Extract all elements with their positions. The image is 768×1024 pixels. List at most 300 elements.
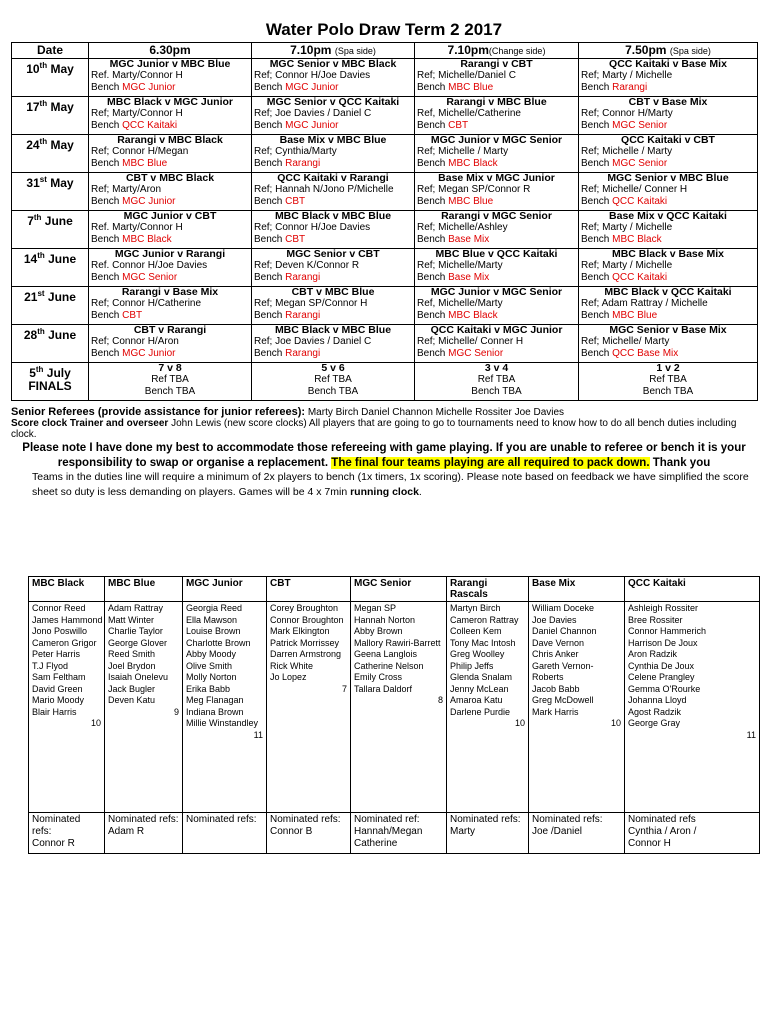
bench-line	[91, 82, 249, 93]
player-name: Matt Winter	[108, 614, 155, 625]
teams-header-row	[29, 577, 760, 602]
player-name: Louise Brown	[186, 626, 241, 636]
finals-game-cell	[579, 363, 758, 401]
player-name: David Green	[32, 683, 83, 694]
player-name: Darren Armstrong	[270, 649, 342, 659]
teams-table	[28, 576, 760, 854]
team-players-cell	[183, 602, 267, 813]
team-count: 7	[341, 683, 347, 694]
header-710-spa: 7.10pm (Spa side)	[252, 43, 415, 59]
player-name: Ella Mawson	[186, 614, 238, 625]
pack-down-highlight: The final four teams playing are all required to pack down.	[331, 457, 650, 469]
player-name: Greg Woolley	[450, 649, 505, 659]
referees: Ref, Michelle/Marty	[417, 298, 503, 310]
player-name: Gemma O'Rourke	[628, 683, 701, 694]
game-cell	[252, 211, 415, 249]
player-name: Jenny McLean	[450, 683, 509, 694]
team-players-cell	[105, 602, 183, 813]
bench-label: Bench	[254, 81, 283, 93]
bench-label: Bench	[254, 233, 283, 245]
date-cell	[12, 249, 89, 287]
bench-line	[581, 120, 755, 131]
bench-label: Bench	[417, 233, 446, 245]
game-cell	[415, 325, 579, 363]
referees: Ref; Michelle/ Conner H	[581, 184, 688, 196]
team-count: 11	[746, 729, 756, 740]
referees: Ref; Marty/Connor H	[91, 108, 183, 120]
date-suffix: th	[35, 365, 44, 374]
bench-team: Base Mix	[448, 233, 490, 245]
bench-line	[417, 234, 576, 245]
bench-line	[254, 272, 412, 283]
match: QCC Kaitaki v MGC Junior	[430, 324, 563, 336]
bench-team: MGC Junior	[122, 81, 176, 93]
player-name: Agost Radzik	[628, 706, 682, 717]
match: MBC Blue v QCC Kaitaki	[435, 248, 558, 260]
game-cell	[415, 59, 579, 97]
team-count: 10	[514, 718, 525, 728]
bench-label: Bench	[417, 157, 446, 169]
player-name: Jono Poswillo	[32, 626, 88, 636]
bench-label: Bench	[417, 347, 446, 359]
date-cell	[12, 211, 89, 249]
game-cell	[89, 97, 252, 135]
player-name: Aron Radzik	[628, 649, 678, 659]
date-cell	[12, 325, 89, 363]
date-day: 24	[26, 138, 40, 152]
game-cell	[579, 325, 758, 363]
match: MBC Black v QCC Kaitaki	[604, 286, 732, 298]
player-name: Erika Babb	[186, 683, 231, 694]
referees: Ref; Michelle/ Marty	[581, 336, 670, 348]
draw-table	[11, 42, 758, 401]
teams-players-row	[29, 602, 760, 813]
bench-team: Rarangi	[285, 347, 321, 359]
match: CBT v MBC Blue	[291, 286, 375, 298]
team-count: 10	[610, 718, 621, 728]
date-cell-finals	[12, 363, 89, 401]
player-name: Catherine Nelson	[354, 660, 424, 671]
bench-team: CBT	[448, 119, 469, 131]
nominated-refs: Nominated refs:	[183, 813, 267, 854]
game-cell	[415, 173, 579, 211]
draw-row	[12, 173, 758, 211]
player-name: Peter Harris	[32, 649, 81, 659]
date-suffix: st	[37, 289, 45, 298]
bench-team: MGC Senior	[448, 347, 504, 359]
senior-referees-line: Senior Referees (provide assistance for junior referees): Marty Birch Daniel Channon Michelle Rossiter Joe Davies	[11, 406, 565, 418]
game-cell	[579, 211, 758, 249]
player-name: Cameron Grigor	[32, 637, 97, 648]
game-cell	[252, 325, 415, 363]
referees: Ref; Connor H/Marty	[581, 108, 673, 120]
bench-team: MGC Junior	[122, 195, 176, 207]
player-name: Roberts	[532, 672, 564, 682]
game-cell	[415, 249, 579, 287]
bench-line	[417, 310, 576, 321]
bench-team: MGC Senior	[122, 271, 178, 283]
bench-line	[581, 196, 755, 207]
bench-label: Bench	[254, 309, 283, 321]
match: Rarangi v Base Mix	[121, 286, 219, 298]
bench-line	[254, 82, 412, 93]
date-month: May	[50, 100, 74, 114]
game-cell	[579, 287, 758, 325]
bench-team: MBC Blue	[448, 195, 494, 207]
bench-team: CBT	[122, 309, 143, 321]
finals-bench: Bench TBA	[307, 385, 359, 397]
match: QCC Kaitaki v Rarangi	[277, 172, 389, 184]
header-710-change: 7.10pm(Change side)	[415, 43, 579, 59]
referees: Ref; Megan SP/Connor R	[417, 184, 531, 196]
referees: Ref; Marty/Aron	[91, 184, 162, 196]
player-name: Jo Lopez	[270, 672, 307, 682]
match: MGC Junior v MGC Senior	[430, 286, 563, 298]
game-cell	[89, 325, 252, 363]
referees: Ref; Connor H/Catherine	[91, 298, 202, 310]
game-cell	[89, 173, 252, 211]
bench-line	[254, 196, 412, 207]
bench-line	[581, 310, 755, 321]
player-name: William Doceke	[532, 603, 595, 613]
referees: Ref; Deven K/Connor R	[254, 260, 360, 272]
bench-line	[254, 120, 412, 131]
player-list	[450, 603, 525, 718]
bench-label: Bench	[581, 157, 610, 169]
bench-label: Bench	[417, 309, 446, 321]
draw-row	[12, 249, 758, 287]
referees: Ref; Connor H/Aron	[91, 336, 179, 348]
referees: Ref; Joe Davies / Daniel C	[254, 336, 372, 348]
player-name: Greg McDowell	[532, 695, 594, 705]
bench-line	[91, 348, 249, 359]
bench-line	[254, 234, 412, 245]
bench-label: Bench	[254, 347, 283, 359]
date-month: May	[50, 176, 74, 190]
referees: Ref; Michelle / Marty	[581, 146, 673, 158]
team-name: CBT	[267, 577, 351, 602]
player-name: Ashleigh Rossiter	[628, 603, 699, 613]
bench-team: Rarangi	[285, 309, 321, 321]
bench-team: Rarangi	[285, 271, 321, 283]
player-name: Martyn Birch	[450, 603, 501, 613]
finals-label: FINALS	[28, 379, 72, 393]
bench-team: MGC Senior	[612, 157, 668, 169]
player-name: Charlie Taylor	[108, 626, 163, 636]
bench-line	[417, 196, 576, 207]
bench-label: Bench	[91, 233, 120, 245]
date-cell	[12, 287, 89, 325]
game-cell	[252, 135, 415, 173]
score-clock-line: Score clock Trainer and overseer John Lewis (new score clocks) All players that are going to go to tournaments need to know how to do all bench duties including clock.	[11, 418, 737, 440]
team-name: QCC Kaitaki	[625, 577, 760, 602]
date-suffix: th	[37, 327, 45, 336]
player-list	[532, 603, 621, 718]
teams-refs-row	[29, 813, 760, 854]
bench-label: Bench	[254, 119, 283, 131]
player-name: Reed Smith	[108, 649, 156, 659]
header-date: Date	[12, 43, 89, 59]
game-cell	[579, 135, 758, 173]
team-players-cell	[267, 602, 351, 813]
match: Rarangi v MBC Blue	[446, 96, 547, 108]
referees: Ref; Joe Davies / Daniel C	[254, 108, 372, 120]
bench-label: Bench	[254, 157, 283, 169]
draw-header-row	[12, 43, 758, 59]
draw-row	[12, 97, 758, 135]
finals-bench: Bench TBA	[471, 385, 522, 397]
match: MGC Senior v Base Mix	[609, 324, 727, 336]
date-suffix: th	[37, 251, 45, 260]
bench-label: Bench	[581, 195, 610, 207]
bench-team: MBC Blue	[122, 157, 168, 169]
bench-label: Bench	[581, 309, 610, 321]
game-cell	[89, 59, 252, 97]
match: MGC Senior v MBC Black	[269, 58, 397, 70]
finals-ref: Ref TBA	[314, 374, 352, 386]
bench-label: Bench	[91, 157, 120, 169]
match: MGC Senior v QCC Kaitaki	[266, 96, 400, 108]
game-cell	[579, 173, 758, 211]
match: MBC Black v Base Mix	[611, 248, 725, 260]
date-cell	[12, 173, 89, 211]
game-cell	[579, 97, 758, 135]
referees: Ref; Connor H/Joe Davies	[254, 222, 371, 234]
player-name: Connor Broughton	[270, 614, 344, 625]
finals-game-cell	[252, 363, 415, 401]
player-name: Sam Feltham	[32, 672, 86, 682]
game-cell	[579, 249, 758, 287]
bench-team: CBT	[285, 233, 306, 245]
player-name: Dave Vernon	[532, 637, 585, 648]
player-name: Daniel Channon	[532, 626, 597, 636]
match: MBC Black v MBC Blue	[274, 210, 392, 222]
player-name: Cameron Rattray	[450, 614, 519, 625]
date-cell	[12, 135, 89, 173]
date-suffix: th	[39, 137, 48, 146]
player-name: Bree Rossiter	[628, 614, 683, 625]
bench-label: Bench	[417, 195, 446, 207]
match: CBT v Rarangi	[133, 324, 207, 336]
player-name: Glenda Snalam	[450, 672, 513, 682]
bench-label: Bench	[91, 271, 120, 283]
bench-line	[417, 158, 576, 169]
bench-label: Bench	[581, 233, 610, 245]
date-day: 10	[26, 62, 40, 76]
match: MGC Junior v MBC Blue	[109, 58, 231, 70]
referees: Ref. Marty/Connor H	[91, 70, 183, 82]
referees: Ref; Michelle / Marty	[417, 146, 509, 158]
date-day: 14	[23, 252, 38, 266]
player-name: Rick White	[270, 660, 314, 671]
player-name: Darlene Purdie	[450, 706, 511, 717]
finals-match: 5 v 6	[321, 362, 345, 374]
player-name: Molly Norton	[186, 672, 237, 682]
bench-line	[417, 348, 576, 359]
bench-label: Bench	[581, 271, 610, 283]
player-name: Mallory Rawiri-Barrett	[354, 637, 441, 648]
team-count: 10	[90, 718, 101, 728]
player-list	[186, 603, 263, 730]
player-name: Tallara Daldorf	[354, 683, 413, 694]
bench-line	[581, 348, 755, 359]
game-cell	[252, 249, 415, 287]
bench-line	[91, 272, 249, 283]
date-month: June	[47, 290, 76, 304]
bench-label: Bench	[91, 195, 120, 207]
bench-line	[417, 272, 576, 283]
player-name: Emily Cross	[354, 672, 403, 682]
finals-game-cell	[415, 363, 579, 401]
bench-label: Bench	[417, 271, 446, 283]
player-name: George Gray	[628, 718, 681, 728]
player-name: Mario Moody	[32, 695, 85, 705]
player-list	[270, 603, 347, 684]
player-name: Megan SP	[354, 603, 397, 613]
bench-label: Bench	[91, 309, 120, 321]
match: MGC Senior v MBC Blue	[607, 172, 729, 184]
player-name: Connor Reed	[32, 603, 86, 613]
referees: Ref; Michelle/Marty	[417, 260, 503, 272]
player-name: Tony Mac Intosh	[450, 637, 516, 648]
game-cell	[89, 211, 252, 249]
match: Base Mix v MGC Junior	[438, 172, 555, 184]
date-cell	[12, 59, 89, 97]
bench-label: Bench	[254, 195, 283, 207]
team-name: Rarangi Rascals	[447, 577, 529, 602]
date-suffix: th	[33, 213, 42, 222]
referees: Ref; Hannah N/Jono P/Michelle	[254, 184, 394, 196]
team-players-cell	[529, 602, 625, 813]
player-name: Isaiah Onelevu	[108, 672, 169, 682]
bench-team: MBC Black	[448, 157, 498, 169]
match: CBT v MBC Black	[125, 172, 215, 184]
draw-row	[12, 135, 758, 173]
player-name: Millie Winstandley	[186, 718, 259, 728]
finals-match: 7 v 8	[158, 362, 182, 374]
draw-row	[12, 211, 758, 249]
match: Rarangi v MBC Black	[117, 134, 223, 146]
team-players-cell	[351, 602, 447, 813]
game-cell	[252, 59, 415, 97]
bench-line	[254, 310, 412, 321]
teams-duties-note: Teams in the duties line will require a minimum of 2x players to bench (1x timers, 1x scoring). Please note based on feedback we have simplified the score sheet so duty is less demanding on players. Games will be 4 x 7min running clock.	[32, 471, 749, 498]
referees: Ref; Michelle/ Conner H	[417, 336, 524, 348]
game-cell	[415, 211, 579, 249]
header-630: 6.30pm	[89, 43, 252, 59]
game-cell	[252, 287, 415, 325]
player-name: Mark Harris	[532, 706, 579, 717]
match: CBT v Base Mix	[628, 96, 708, 108]
player-list	[628, 603, 756, 730]
date-month: May	[50, 138, 74, 152]
team-count: 9	[173, 706, 179, 717]
bench-team: MGC Junior	[285, 81, 339, 93]
match: QCC Kaitaki v Base Mix	[609, 58, 727, 70]
draw-row	[12, 287, 758, 325]
referees: Ref, Michelle/Catherine	[417, 108, 521, 120]
date-day: 28	[23, 328, 38, 342]
referees: Ref; Marty / Michelle	[581, 70, 673, 82]
referees: Ref; Adam Rattray / Michelle	[581, 298, 708, 310]
date-day: 17	[26, 100, 40, 114]
bench-label: Bench	[581, 81, 610, 93]
player-name: Mark Elkington	[270, 626, 330, 636]
player-name: Georgia Reed	[186, 603, 243, 613]
match: Rarangi v MGC Senior	[441, 210, 552, 222]
bench-label: Bench	[91, 347, 120, 359]
bench-line	[581, 234, 755, 245]
date-cell	[12, 97, 89, 135]
team-name: MGC Senior	[351, 577, 447, 602]
bench-team: MGC Junior	[285, 119, 339, 131]
player-list	[108, 603, 179, 707]
finals-ref: Ref TBA	[649, 374, 687, 386]
bench-label: Bench	[417, 81, 446, 93]
nominated-refs: Nominated refs: Adam R	[105, 813, 183, 854]
match: Base Mix v QCC Kaitaki	[609, 210, 727, 222]
date-day: 21	[24, 290, 38, 304]
player-name: Adam Rattray	[108, 603, 164, 613]
team-players-cell	[29, 602, 105, 813]
bench-team: MBC Black	[448, 309, 498, 321]
player-name: Amaroa Katu	[450, 695, 503, 705]
match: Base Mix v MBC Blue	[279, 134, 387, 146]
bench-team: MBC Blue	[612, 309, 658, 321]
player-name: Joe Davies	[532, 614, 577, 625]
page-title: Water Polo Draw Term 2 2017	[265, 20, 503, 39]
bench-team: MBC Black	[122, 233, 172, 245]
bench-line	[581, 82, 755, 93]
nominated-refs: Nominated refs: Marty	[447, 813, 529, 854]
bench-line	[581, 272, 755, 283]
date-suffix: th	[39, 99, 48, 108]
bench-line	[254, 158, 412, 169]
referees: Ref; Marty / Michelle	[581, 260, 673, 272]
draw-row	[12, 59, 758, 97]
player-name: Cynthia De Joux	[628, 660, 695, 671]
match: MGC Junior v MGC Senior	[430, 134, 563, 146]
nominated-refs: Nominated refs: Connor R	[29, 813, 105, 854]
nominated-refs: Nominated refs: Joe /Daniel	[529, 813, 625, 854]
bench-team: QCC Kaitaki	[612, 195, 668, 207]
referees: Ref; Cynthia/Marty	[254, 146, 337, 158]
player-list	[354, 603, 443, 695]
bench-line	[254, 348, 412, 359]
referees: Ref; Connor H/Megan	[91, 146, 189, 158]
player-name: Chris Anker	[532, 649, 579, 659]
player-name: Harrison De Joux	[628, 637, 698, 648]
date-day: 5	[29, 366, 36, 380]
bench-line	[91, 234, 249, 245]
match: Rarangi v CBT	[460, 58, 533, 70]
match: MGC Senior v CBT	[286, 248, 380, 260]
match: MBC Black v MBC Blue	[274, 324, 392, 336]
game-cell	[415, 97, 579, 135]
game-cell	[89, 135, 252, 173]
team-count: 8	[437, 695, 443, 705]
bench-team: QCC Kaitaki	[122, 119, 178, 131]
finals-bench: Bench TBA	[642, 385, 694, 397]
bench-team: Rarangi	[612, 81, 648, 93]
date-month: June	[48, 252, 77, 266]
referees: Ref; Michelle/Ashley	[417, 222, 508, 234]
referees: Ref; Megan SP/Connor H	[254, 298, 368, 310]
match: QCC Kaitaki v CBT	[621, 134, 715, 146]
bench-team: MBC Black	[612, 233, 662, 245]
nominated-refs: Nominated ref: Hannah/Megan Catherine	[351, 813, 447, 854]
player-name: Charlotte Brown	[186, 637, 251, 648]
